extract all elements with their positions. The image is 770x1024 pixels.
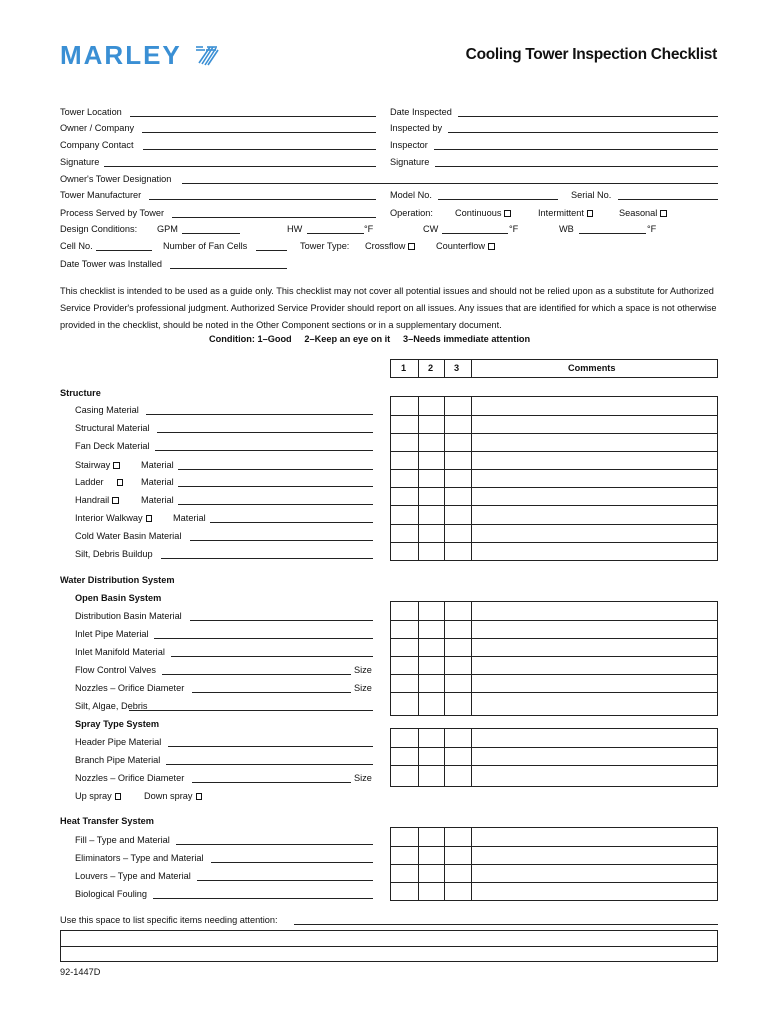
- page-title: Cooling Tower Inspection Checklist: [465, 46, 717, 63]
- open-basin-heading: Open Basin System: [75, 593, 162, 603]
- walkway-material-label: Material: [173, 513, 206, 523]
- silt-debris-field[interactable]: [161, 558, 373, 559]
- stairway-material-field[interactable]: [178, 469, 373, 470]
- fan-deck-field[interactable]: [155, 450, 373, 451]
- bio-fouling-label: Biological Fouling: [75, 889, 148, 899]
- stairway-option[interactable]: Stairway: [75, 460, 120, 471]
- wb-unit: °F: [647, 224, 657, 234]
- interior-walkway-checkbox[interactable]: [146, 515, 153, 522]
- structure-rating-grid[interactable]: [390, 396, 718, 561]
- signature-left-field[interactable]: [104, 166, 376, 167]
- tower-location-label: Tower Location: [60, 107, 122, 117]
- attention-box[interactable]: [60, 930, 718, 962]
- cold-water-field[interactable]: [190, 540, 373, 541]
- process-served-label: Process Served by Tower: [60, 208, 164, 218]
- casing-label: Casing Material: [75, 405, 139, 415]
- down-spray-option[interactable]: Down spray: [144, 791, 202, 802]
- owners-designation-label: Owner's Tower Designation: [60, 174, 172, 184]
- interior-walkway-option[interactable]: Interior Walkway: [75, 513, 152, 524]
- intermittent-option[interactable]: Intermittent: [538, 208, 593, 219]
- heat-transfer-rating-grid[interactable]: [390, 827, 718, 901]
- header-pipe-label: Header Pipe Material: [75, 737, 162, 747]
- continuous-checkbox[interactable]: [504, 210, 511, 217]
- inlet-manifold-field[interactable]: [171, 656, 373, 657]
- handrail-material-label: Material: [141, 495, 174, 505]
- fan-deck-label: Fan Deck Material: [75, 441, 150, 451]
- serial-no-field[interactable]: [618, 199, 718, 200]
- spray-type-heading: Spray Type System: [75, 719, 160, 729]
- stairway-material-label: Material: [141, 460, 174, 470]
- intermittent-checkbox[interactable]: [587, 210, 594, 217]
- counterflow-option[interactable]: Counterflow: [436, 241, 495, 252]
- operation-label: Operation:: [390, 208, 433, 218]
- handrail-option[interactable]: Handrail: [75, 495, 119, 506]
- cw-field[interactable]: [442, 233, 508, 234]
- continuous-option[interactable]: Continuous: [455, 208, 511, 219]
- spray-nozzles-label: Nozzles – Orifice Diameter: [75, 773, 185, 783]
- seasonal-option[interactable]: Seasonal: [619, 208, 667, 219]
- inlet-pipe-field[interactable]: [154, 638, 373, 639]
- wb-field[interactable]: [579, 233, 646, 234]
- header-pipe-field[interactable]: [168, 746, 373, 747]
- tower-manufacturer-field[interactable]: [149, 199, 376, 200]
- company-contact-field[interactable]: [143, 149, 376, 150]
- structure-heading: Structure: [60, 388, 101, 398]
- crossflow-option[interactable]: Crossflow: [365, 241, 415, 252]
- condition-table-header: [390, 359, 718, 378]
- gpm-label: GPM: [157, 224, 178, 234]
- fill-field[interactable]: [176, 844, 373, 845]
- counterflow-checkbox[interactable]: [488, 243, 495, 250]
- silt-debris-label: Silt, Debris Buildup: [75, 549, 153, 559]
- owners-designation-field[interactable]: [182, 183, 718, 184]
- nozzles-label: Nozzles – Orifice Diameter: [75, 683, 185, 693]
- design-conditions-label: Design Conditions:: [60, 224, 138, 234]
- nozzles-field[interactable]: [192, 692, 351, 693]
- company-contact-label: Company Contact: [60, 140, 134, 150]
- brand-logo: MARLEY: [60, 40, 182, 70]
- col-3-header: 3: [454, 363, 460, 373]
- signature-right-label: Signature: [390, 157, 430, 167]
- doc-code: 92-1447D: [60, 967, 101, 977]
- branch-pipe-label: Branch Pipe Material: [75, 755, 161, 765]
- up-spray-option[interactable]: Up spray: [75, 791, 121, 802]
- up-spray-checkbox[interactable]: [115, 793, 122, 800]
- silt-algae-label: Silt, Algae, Debris: [75, 701, 148, 711]
- hw-field[interactable]: [307, 233, 364, 234]
- attention-label: Use this space to list specific items needing attention:: [60, 915, 278, 925]
- structural-label: Structural Material: [75, 423, 150, 433]
- inspected-by-label: Inspected by: [390, 123, 443, 133]
- flow-control-size-label: Size: [354, 665, 372, 675]
- owner-company-field[interactable]: [142, 132, 376, 133]
- eliminators-label: Eliminators – Type and Material: [75, 853, 204, 863]
- signature-left-label: Signature: [60, 157, 100, 167]
- process-served-field[interactable]: [172, 217, 376, 218]
- col-1-header: 1: [401, 363, 407, 373]
- stairway-checkbox[interactable]: [113, 462, 120, 469]
- gpm-field[interactable]: [182, 233, 240, 234]
- tower-manufacturer-label: Tower Manufacturer: [60, 190, 142, 200]
- date-inspected-field[interactable]: [458, 116, 718, 117]
- spray-nozzles-field[interactable]: [192, 782, 351, 783]
- crossflow-checkbox[interactable]: [408, 243, 415, 250]
- louvers-label: Louvers – Type and Material: [75, 871, 191, 881]
- col-2-header: 2: [428, 363, 434, 373]
- cell-no-field[interactable]: [96, 250, 152, 251]
- water-heading: Water Distribution System: [60, 575, 175, 585]
- signature-right-field[interactable]: [435, 166, 718, 167]
- flow-control-label: Flow Control Valves: [75, 665, 157, 675]
- walkway-material-field[interactable]: [210, 522, 373, 523]
- hw-label: HW: [287, 224, 303, 234]
- handrail-checkbox[interactable]: [112, 497, 119, 504]
- spray-type-rating-grid[interactable]: [390, 728, 718, 787]
- structural-field[interactable]: [157, 432, 373, 433]
- seasonal-checkbox[interactable]: [660, 210, 667, 217]
- date-inspected-label: Date Inspected: [390, 107, 452, 117]
- branch-pipe-field[interactable]: [166, 764, 373, 765]
- louvers-field[interactable]: [197, 880, 373, 881]
- date-installed-field[interactable]: [170, 268, 287, 269]
- flow-control-field[interactable]: [162, 674, 351, 675]
- owner-company-label: Owner / Company: [60, 123, 135, 133]
- hw-unit: °F: [364, 224, 374, 234]
- eliminators-field[interactable]: [211, 862, 373, 863]
- condition-legend: Condition: 1–Good 2–Keep an eye on it 3–Needs immediate attention: [209, 334, 531, 344]
- casing-field[interactable]: [146, 414, 373, 415]
- inspector-field[interactable]: [434, 149, 718, 150]
- wb-label: WB: [559, 224, 574, 234]
- fan-cells-field[interactable]: [256, 250, 287, 251]
- disclaimer-text: This checklist is intended to be used as a guide only. This checklist may not cover all potential issues and should not be relied upon as a substitute for Authorized Service Provider's professional judgment. Authorized Service Provider should report on all issues. Any issues that are identified for which a space is not otherwise provided in the checklist, should be noted in the Other Component sections or in a supplementary document.: [60, 286, 717, 330]
- model-no-field[interactable]: [438, 199, 558, 200]
- handrail-material-field[interactable]: [178, 504, 373, 505]
- distribution-basin-field[interactable]: [190, 620, 373, 621]
- tower-type-label: Tower Type:: [300, 241, 350, 251]
- attention-line-1[interactable]: [294, 924, 718, 925]
- distribution-basin-label: Distribution Basin Material: [75, 611, 182, 621]
- nozzles-size-label: Size: [354, 683, 372, 693]
- spray-nozzles-size-label: Size: [354, 773, 372, 783]
- cw-unit: °F: [509, 224, 519, 234]
- logo-mark-icon: [193, 44, 219, 66]
- tower-location-field[interactable]: [130, 116, 376, 117]
- ladder-material-label: Material: [141, 477, 174, 487]
- fill-label: Fill – Type and Material: [75, 835, 170, 845]
- inspector-label: Inspector: [390, 140, 428, 150]
- bio-fouling-field[interactable]: [153, 898, 373, 899]
- down-spray-checkbox[interactable]: [196, 793, 203, 800]
- inlet-pipe-label: Inlet Pipe Material: [75, 629, 149, 639]
- open-basin-rating-grid[interactable]: [390, 601, 718, 716]
- inlet-manifold-label: Inlet Manifold Material: [75, 647, 165, 657]
- heat-heading: Heat Transfer System: [60, 816, 154, 826]
- cold-water-label: Cold Water Basin Material: [75, 531, 182, 541]
- fan-cells-label: Number of Fan Cells: [163, 241, 248, 251]
- silt-algae-field[interactable]: [129, 710, 373, 711]
- date-installed-label: Date Tower was Installed: [60, 259, 162, 269]
- serial-no-label: Serial No.: [571, 190, 612, 200]
- model-no-label: Model No.: [390, 190, 432, 200]
- inspected-by-field[interactable]: [448, 132, 718, 133]
- ladder-checkbox[interactable]: [117, 479, 124, 486]
- cw-label: CW: [423, 224, 439, 234]
- ladder-option[interactable]: Ladder: [75, 477, 123, 488]
- cell-no-label: Cell No.: [60, 241, 93, 251]
- comments-header: Comments: [568, 363, 616, 373]
- ladder-material-field[interactable]: [178, 486, 373, 487]
